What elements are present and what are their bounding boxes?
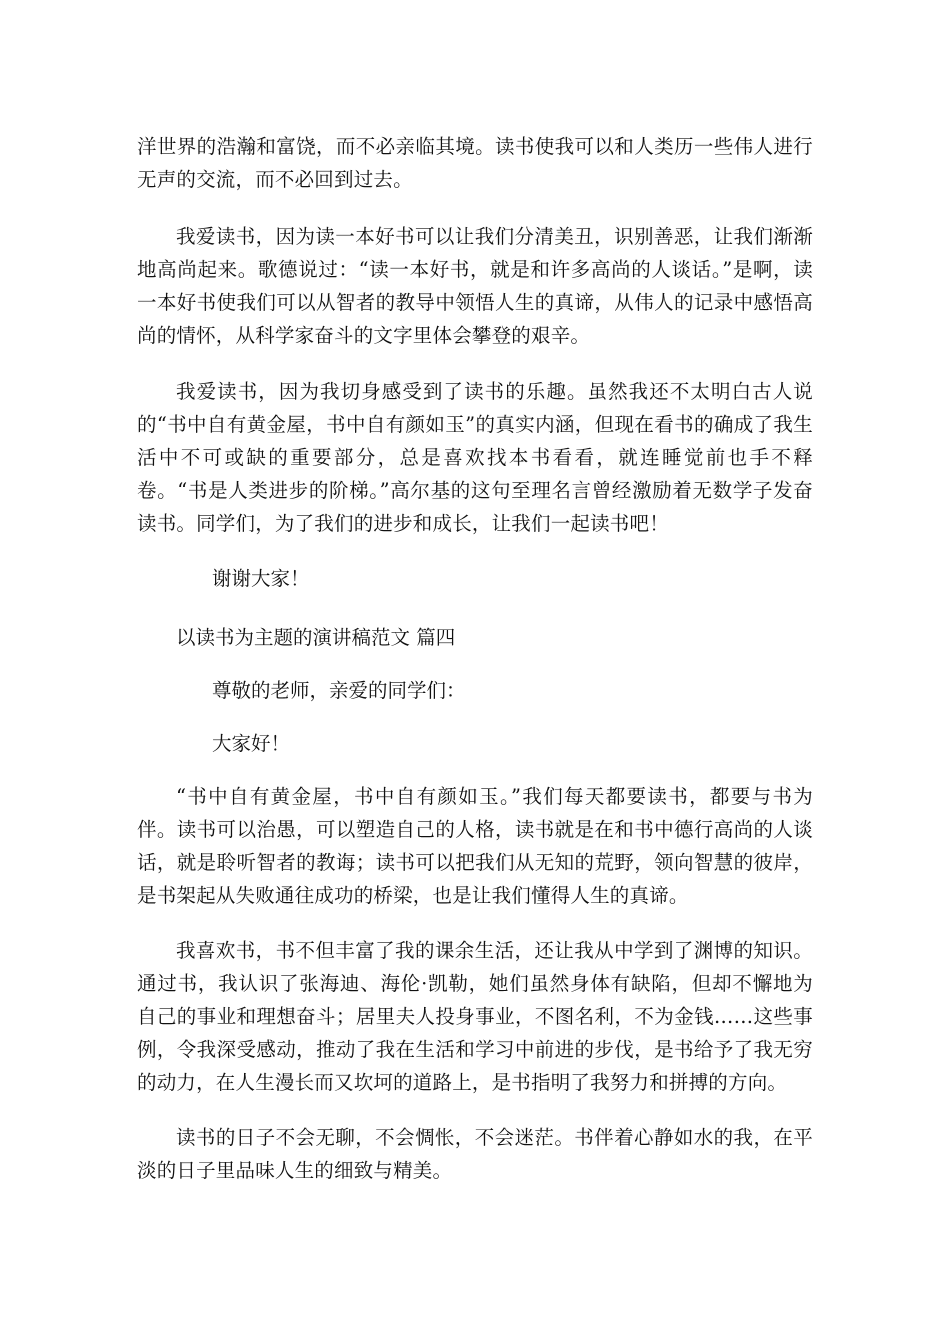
paragraph-golden-house: “书中自有黄金屋，书中自有颜如玉。”我们每天都要读书，都要与书为伴。读书可以治愚，可以塑造自己的人格，读书就是在和书中德行高尚的人谈话，就是聆听智者的教诲；读书可以把我们从无知的荒野，领向智慧的彼岸，是书架起从失败通往成功的桥梁，也是让我们懂得人生的真谛。 — [137, 785, 813, 907]
thanks-line: 谢谢大家！ — [212, 567, 310, 590]
paragraph-continuation: 洋世界的浩瀚和富饶，而不必亲临其境。读书使我可以和人类历一些伟人进行无声的交流，而不必回到过去。 — [137, 135, 813, 191]
greeting-salutation: 尊敬的老师，亲爱的同学们： — [212, 679, 466, 702]
paragraph-like-books: 我喜欢书，书不但丰富了我的课余生活，还让我从中学到了渊博的知识。通过书，我认识了张海迪、海伦·凯勒，她们虽然身体有缺陷，但却不懈地为自己的事业和理想奋斗；居里夫人投身事业，不图名利，不为金钱……这些事例，令我深受感动，推动了我在生活和学习中前进的步伐，是书给予了我无穷的动力，在人生漫长而又坎坷的道路上，是书指明了我努力和拼搏的方向。 — [137, 939, 813, 1094]
section-heading: 以读书为主题的演讲稿范文 篇四 — [176, 626, 456, 649]
paragraph-goodness: 我爱读书，因为读一本好书可以让我们分清美丑，识别善恶，让我们渐渐地高尚起来。歌德说过：“读一本好书，就是和许多高尚的人谈话。”是啊，读一本好书使我们可以从智者的教导中领悟人生的真谛，从伟人的记录中感悟高尚的情怀，从科学家奋斗的文字里体会攀登的艰辛。 — [137, 225, 813, 347]
paragraph-joy: 我爱读书，因为我切身感受到了读书的乐趣。虽然我还不太明白古人说的“书中自有黄金屋，书中自有颜如玉”的真实内涵，但现在看书的确成了我生活中不可或缺的重要部分，总是喜欢找本书看看，就连睡觉前也手不释卷。“书是人类进步的阶梯。”高尔基的这句至理名言曾经激励着无数学子发奋读书。同学们，为了我们的进步和成长，让我们一起读书吧！ — [137, 380, 813, 535]
paragraph-reading-days: 读书的日子不会无聊，不会惆怅，不会迷茫。书伴着心静如水的我，在平淡的日子里品味人生的细致与精美。 — [137, 1126, 813, 1182]
greeting-hello: 大家好！ — [212, 732, 291, 755]
